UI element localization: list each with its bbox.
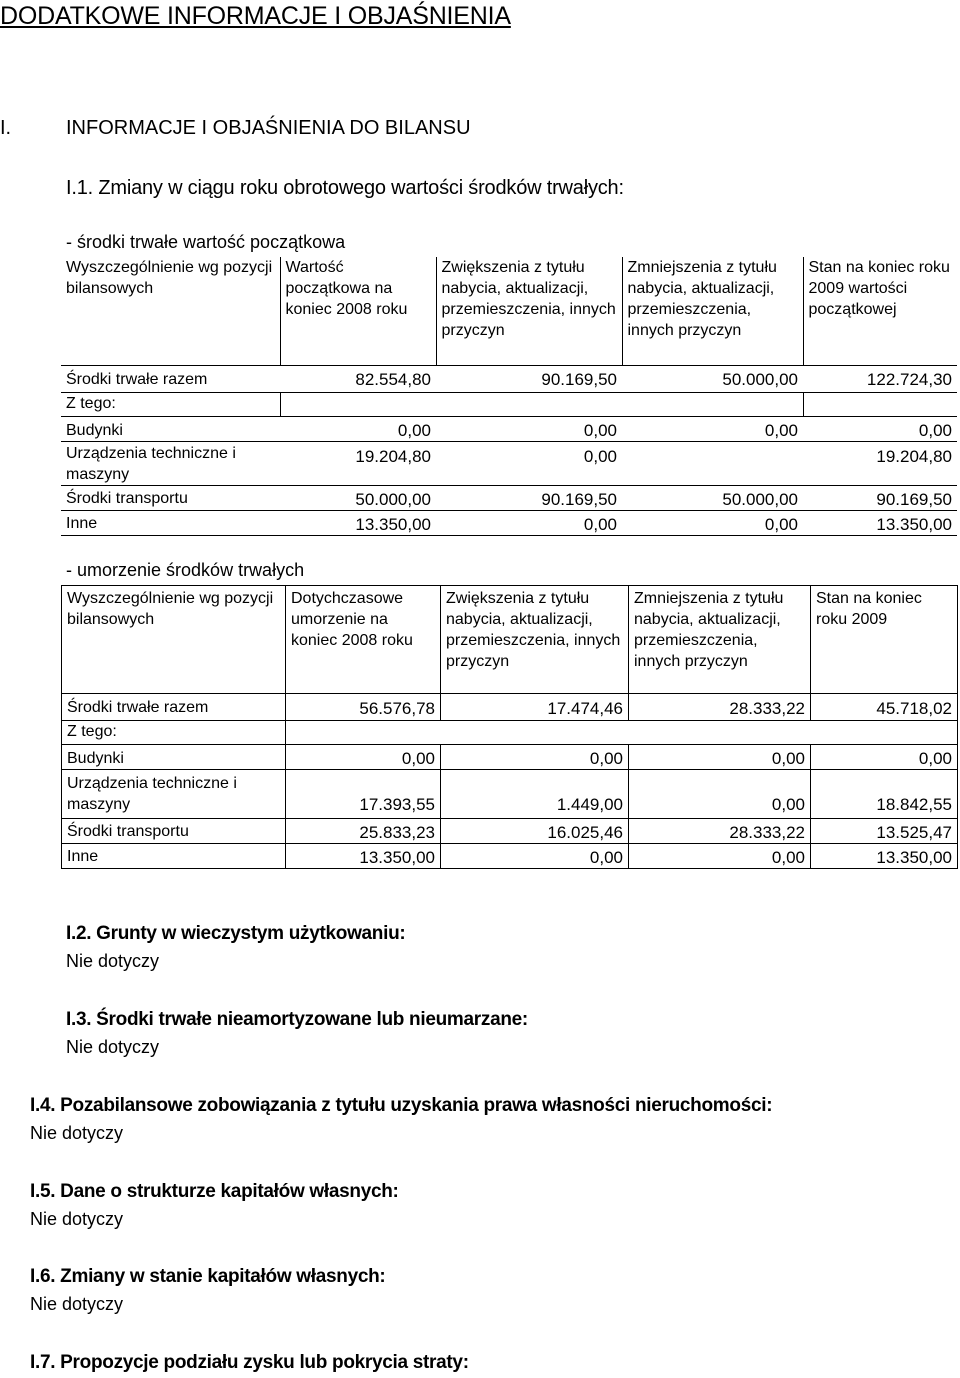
row-label: Budynki — [62, 745, 286, 770]
row-label: Środki trwałe razem — [62, 694, 286, 721]
fixed-assets-initial-value-table — [61, 257, 957, 536]
row-label: Z tego: — [61, 392, 280, 416]
col-header-initial: Wartość początkowa na koniec 2008 roku — [280, 257, 436, 365]
table-caption-initial-value: - środki trwałe wartość początkowa — [66, 232, 346, 252]
table-row — [62, 819, 958, 844]
subsection-heading-1-6: I.6. Zmiany w stanie kapitałów własnych: — [30, 1266, 386, 1287]
cell-value: 28.333,22 — [629, 819, 811, 844]
cell-value: 90.169,50 — [803, 485, 957, 510]
col-header-decrease: Zmniejszenia z tytułu nabycia, aktualizacji, przemieszczenia, innych przyczyn — [629, 586, 811, 694]
row-label: Inne — [62, 844, 286, 869]
cell-value: 25.833,23 — [286, 819, 441, 844]
table-header-row — [61, 257, 957, 365]
row-label: Środki transportu — [62, 819, 286, 844]
subsection-body-1-3: Nie dotyczy — [66, 1037, 160, 1057]
cell-value — [436, 392, 622, 416]
cell-value: 50.000,00 — [622, 365, 803, 392]
cell-value: 0,00 — [811, 745, 958, 770]
cell-value: 50.000,00 — [622, 485, 803, 510]
cell-value: 1.449,00 — [441, 770, 629, 819]
subsection-heading-1-2: I.2. Grunty w wieczystym użytkowaniu: — [66, 923, 406, 944]
table-row — [62, 770, 958, 819]
subsection-heading-1-7: I.7. Propozycje podziału zysku lub pokrycia straty: — [30, 1352, 469, 1373]
cell-value: 17.474,46 — [441, 694, 629, 721]
table-row — [61, 441, 957, 485]
cell-value: 13.350,00 — [811, 844, 958, 869]
col-header-initial: Dotychczasowe umorzenie na koniec 2008 roku — [286, 586, 441, 694]
section-number: I. — [0, 117, 12, 139]
subsection-body-1-5: Nie dotyczy — [30, 1209, 124, 1229]
cell-value: 0,00 — [436, 416, 622, 441]
row-label: Urządzenia techniczne i maszyny — [62, 770, 286, 819]
cell-value: 19.204,80 — [280, 441, 436, 485]
table-header-row — [62, 586, 958, 694]
row-label: Środki transportu — [61, 485, 280, 510]
cell-value — [280, 392, 436, 416]
subsection-body-1-2: Nie dotyczy — [66, 951, 160, 971]
cell-value: 0,00 — [286, 745, 441, 770]
fixed-assets-depreciation-table — [61, 585, 958, 869]
cell-value — [441, 721, 629, 745]
row-label: Z tego: — [62, 721, 286, 745]
table-row — [61, 510, 957, 535]
cell-value: 50.000,00 — [280, 485, 436, 510]
col-header-decrease: Zmniejszenia z tytułu nabycia, aktualizacji, przemieszczenia, innych przyczyn — [622, 257, 803, 365]
cell-value: 18.842,55 — [811, 770, 958, 819]
cell-value — [629, 721, 811, 745]
cell-value: 16.025,46 — [441, 819, 629, 844]
cell-value: 90.169,50 — [436, 365, 622, 392]
table-row — [62, 721, 958, 745]
row-label: Urządzenia techniczne i maszyny — [61, 441, 280, 485]
cell-value: 0,00 — [622, 416, 803, 441]
section-title: INFORMACJE I OBJAŚNIENIA DO BILANSU — [66, 117, 471, 139]
cell-value: 45.718,02 — [811, 694, 958, 721]
cell-value: 0,00 — [441, 844, 629, 869]
table-row — [62, 844, 958, 869]
cell-value — [811, 721, 958, 745]
section-heading-1 — [0, 117, 500, 143]
col-header-end-state: Stan na koniec roku 2009 wartości początkowej — [803, 257, 957, 365]
cell-value: 0,00 — [436, 510, 622, 535]
subsection-heading-1-1: I.1. Zmiany w ciągu roku obrotowego wartości środków trwałych: — [66, 177, 624, 199]
col-header-increase: Zwiększenia z tytułu nabycia, aktualizacji, przemieszczenia, innych przyczyn — [441, 586, 629, 694]
cell-value: 56.576,78 — [286, 694, 441, 721]
cell-value: 28.333,22 — [629, 694, 811, 721]
cell-value: 90.169,50 — [436, 485, 622, 510]
col-header-end-state: Stan na koniec roku 2009 — [811, 586, 958, 694]
cell-value: 82.554,80 — [280, 365, 436, 392]
cell-value: 0,00 — [441, 745, 629, 770]
subsection-heading-1-5: I.5. Dane o strukturze kapitałów własnych: — [30, 1181, 399, 1202]
cell-value: 17.393,55 — [286, 770, 441, 819]
page-title: DODATKOWE INFORMACJE I OBJAŚNIENIA — [0, 2, 511, 30]
cell-value: 0,00 — [629, 770, 811, 819]
cell-value: 13.525,47 — [811, 819, 958, 844]
table-row — [61, 392, 957, 416]
cell-value: 0,00 — [629, 745, 811, 770]
cell-value: 0,00 — [629, 844, 811, 869]
subsection-body-1-4: Nie dotyczy — [30, 1123, 124, 1143]
subsection-heading-1-4: I.4. Pozabilansowe zobowiązania z tytułu uzyskania prawa własności nieruchomości: — [30, 1095, 773, 1116]
table-row — [62, 745, 958, 770]
table-row — [61, 416, 957, 441]
cell-value — [286, 721, 441, 745]
cell-value: 0,00 — [436, 441, 622, 485]
cell-value: 13.350,00 — [280, 510, 436, 535]
table-row — [61, 365, 957, 392]
row-label: Środki trwałe razem — [61, 365, 280, 392]
cell-value: 13.350,00 — [803, 510, 957, 535]
row-label: Inne — [61, 510, 280, 535]
table-caption-depreciation: - umorzenie środków trwałych — [66, 560, 305, 580]
cell-value — [622, 392, 803, 416]
cell-value: 0,00 — [280, 416, 436, 441]
table-row — [62, 694, 958, 721]
cell-value: 0,00 — [803, 416, 957, 441]
table-row — [61, 485, 957, 510]
cell-value: 122.724,30 — [803, 365, 957, 392]
cell-value — [803, 392, 957, 416]
cell-value — [622, 441, 803, 485]
subsection-heading-1-3: I.3. Środki trwałe nieamortyzowane lub nieumarzane: — [66, 1009, 528, 1030]
cell-value: 13.350,00 — [286, 844, 441, 869]
col-header-increase: Zwiększenia z tytułu nabycia, aktualizacji, przemieszczenia, innych przyczyn — [436, 257, 622, 365]
subsection-body-1-6: Nie dotyczy — [30, 1294, 124, 1314]
col-header-item: Wyszczególnienie wg pozycji bilansowych — [61, 257, 280, 365]
col-header-item: Wyszczególnienie wg pozycji bilansowych — [62, 586, 286, 694]
cell-value: 19.204,80 — [803, 441, 957, 485]
row-label: Budynki — [61, 416, 280, 441]
cell-value: 0,00 — [622, 510, 803, 535]
